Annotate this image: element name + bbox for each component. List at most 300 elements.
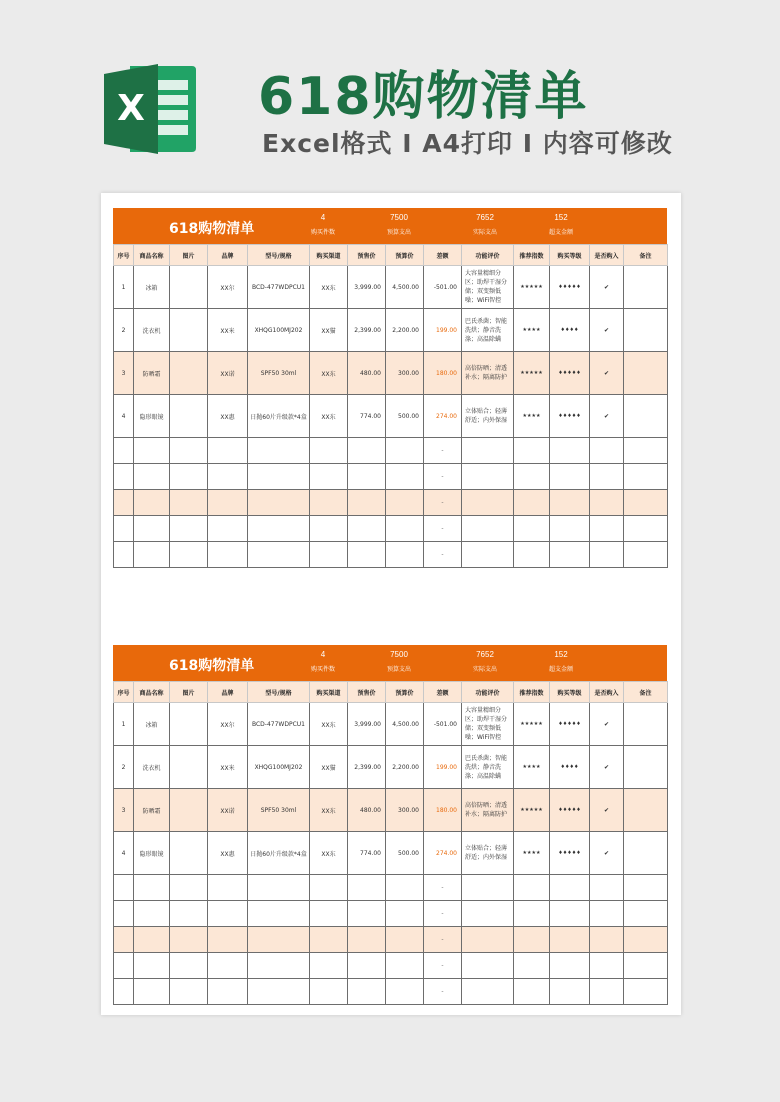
table-row[interactable] — [114, 789, 668, 832]
empty-cell[interactable] — [134, 927, 170, 953]
empty-cell[interactable] — [248, 927, 310, 953]
item-difference[interactable]: - — [424, 953, 462, 979]
empty-cell[interactable] — [462, 516, 514, 542]
item-purchase-level[interactable]: ♦♦♦♦♦ — [550, 789, 590, 832]
empty-cell[interactable] — [550, 542, 590, 568]
item-bought-check[interactable]: ✔ — [590, 789, 624, 832]
item-model[interactable]: SPF50 30ml — [248, 789, 310, 832]
empty-cell[interactable] — [550, 490, 590, 516]
item-evaluation[interactable]: 巴氏杀菌；智能洗烘；静音洗涤；高温除螨 — [462, 309, 514, 352]
empty-cell[interactable] — [114, 875, 134, 901]
item-difference[interactable]: -501.00 — [424, 703, 462, 746]
empty-cell[interactable] — [348, 542, 386, 568]
empty-cell[interactable] — [624, 438, 668, 464]
empty-cell[interactable] — [248, 516, 310, 542]
item-no[interactable]: 2 — [114, 309, 134, 352]
item-name[interactable]: 防晒霜 — [134, 352, 170, 395]
empty-cell[interactable] — [462, 490, 514, 516]
item-difference[interactable]: - — [424, 490, 462, 516]
item-name[interactable]: 洗衣机 — [134, 309, 170, 352]
item-name[interactable]: 洗衣机 — [134, 746, 170, 789]
empty-cell[interactable] — [348, 875, 386, 901]
empty-cell[interactable] — [114, 464, 134, 490]
item-image[interactable] — [170, 309, 208, 352]
empty-cell[interactable] — [514, 490, 550, 516]
column-header: 品牌 — [208, 245, 248, 266]
item-note[interactable] — [624, 746, 668, 789]
empty-cell[interactable] — [348, 901, 386, 927]
item-evaluation[interactable]: 立体贴合；轻薄舒适；内外保湿 — [462, 395, 514, 438]
table-row-empty[interactable] — [114, 464, 668, 490]
item-difference[interactable]: 199.00 — [424, 746, 462, 789]
empty-cell[interactable] — [514, 875, 550, 901]
stat-label: 实际支出 — [472, 667, 497, 673]
empty-cell[interactable] — [550, 875, 590, 901]
empty-cell[interactable] — [462, 953, 514, 979]
stat-value: 7652 — [476, 650, 494, 659]
table-row[interactable] — [114, 746, 668, 789]
item-model[interactable]: XHQG100MJ202 — [248, 746, 310, 789]
item-difference[interactable]: - — [424, 438, 462, 464]
empty-cell[interactable] — [310, 953, 348, 979]
empty-cell[interactable] — [624, 927, 668, 953]
item-note[interactable] — [624, 703, 668, 746]
item-note[interactable] — [624, 352, 668, 395]
item-model[interactable]: BCD-477WDPCU1 — [248, 703, 310, 746]
item-difference[interactable]: - — [424, 464, 462, 490]
item-purchase-level[interactable]: ♦♦♦♦ — [550, 309, 590, 352]
empty-cell[interactable] — [208, 901, 248, 927]
empty-cell[interactable] — [550, 901, 590, 927]
empty-cell[interactable] — [310, 542, 348, 568]
item-image[interactable] — [170, 395, 208, 438]
empty-cell[interactable] — [114, 516, 134, 542]
column-header: 备注 — [624, 245, 668, 266]
sheet-title: 618购物清单 — [169, 658, 255, 674]
empty-cell[interactable] — [348, 438, 386, 464]
item-image[interactable] — [170, 703, 208, 746]
empty-cell[interactable] — [208, 542, 248, 568]
empty-cell[interactable] — [114, 927, 134, 953]
item-purchase-level[interactable]: ♦♦♦♦♦ — [550, 266, 590, 309]
empty-cell[interactable] — [170, 516, 208, 542]
empty-cell[interactable] — [550, 953, 590, 979]
item-image[interactable] — [170, 266, 208, 309]
empty-cell[interactable] — [208, 516, 248, 542]
column-header: 图片 — [170, 682, 208, 703]
empty-cell[interactable] — [170, 979, 208, 1005]
summary-stat — [369, 648, 429, 676]
empty-cell[interactable] — [386, 490, 424, 516]
empty-cell[interactable] — [386, 516, 424, 542]
item-model[interactable]: 日抛60片升级款*4盒 — [248, 832, 310, 875]
empty-cell[interactable] — [134, 542, 170, 568]
empty-cell[interactable] — [550, 464, 590, 490]
empty-cell[interactable] — [134, 516, 170, 542]
item-name[interactable]: 防晒霜 — [134, 789, 170, 832]
empty-cell[interactable] — [208, 490, 248, 516]
empty-cell[interactable] — [348, 490, 386, 516]
item-channel[interactable]: XX猫 — [310, 309, 348, 352]
empty-cell[interactable] — [550, 438, 590, 464]
item-bought-check[interactable]: ✔ — [590, 309, 624, 352]
empty-cell[interactable] — [624, 953, 668, 979]
item-bought-check[interactable]: ✔ — [590, 395, 624, 438]
column-header: 商品名称 — [134, 682, 170, 703]
item-budget-price[interactable]: 2,200.00 — [386, 746, 424, 789]
item-difference[interactable]: 180.00 — [424, 789, 462, 832]
empty-cell[interactable] — [134, 953, 170, 979]
item-no[interactable]: 2 — [114, 746, 134, 789]
empty-cell[interactable] — [514, 464, 550, 490]
empty-cell[interactable] — [386, 542, 424, 568]
item-purchase-level[interactable]: ♦♦♦♦♦ — [550, 395, 590, 438]
item-channel[interactable]: XX东 — [310, 266, 348, 309]
item-image[interactable] — [170, 789, 208, 832]
item-model[interactable]: SPF50 30ml — [248, 352, 310, 395]
item-image[interactable] — [170, 352, 208, 395]
empty-cell[interactable] — [624, 490, 668, 516]
stat-label: 超支金额 — [548, 230, 573, 236]
item-difference[interactable]: -501.00 — [424, 266, 462, 309]
item-name[interactable]: 冰箱 — [134, 703, 170, 746]
empty-cell[interactable] — [248, 953, 310, 979]
item-image[interactable] — [170, 832, 208, 875]
item-difference[interactable]: - — [424, 516, 462, 542]
stat-label: 购买件数 — [310, 230, 335, 236]
table-row-empty[interactable] — [114, 490, 668, 516]
empty-cell[interactable] — [590, 490, 624, 516]
item-note[interactable] — [624, 789, 668, 832]
table-row-empty[interactable] — [114, 953, 668, 979]
empty-cell[interactable] — [248, 464, 310, 490]
empty-cell[interactable] — [170, 490, 208, 516]
item-presale-price[interactable]: 3,999.00 — [348, 703, 386, 746]
item-no[interactable]: 1 — [114, 703, 134, 746]
empty-cell[interactable] — [590, 979, 624, 1005]
table-row-empty[interactable] — [114, 979, 668, 1005]
item-presale-price[interactable]: 480.00 — [348, 789, 386, 832]
empty-cell[interactable] — [170, 953, 208, 979]
item-bought-check[interactable]: ✔ — [590, 703, 624, 746]
empty-cell[interactable] — [386, 953, 424, 979]
empty-cell[interactable] — [310, 516, 348, 542]
empty-cell[interactable] — [550, 927, 590, 953]
table-row-empty[interactable] — [114, 516, 668, 542]
empty-cell[interactable] — [386, 438, 424, 464]
item-budget-price[interactable]: 4,500.00 — [386, 703, 424, 746]
empty-cell[interactable] — [550, 979, 590, 1005]
empty-cell[interactable] — [514, 901, 550, 927]
item-budget-price[interactable]: 4,500.00 — [386, 266, 424, 309]
item-evaluation[interactable]: 高倍防晒；清透补水；隔离防护 — [462, 789, 514, 832]
empty-cell[interactable] — [386, 875, 424, 901]
table-row-empty[interactable] — [114, 438, 668, 464]
empty-cell[interactable] — [514, 516, 550, 542]
item-budget-price[interactable]: 500.00 — [386, 832, 424, 875]
column-header: 图片 — [170, 245, 208, 266]
empty-cell[interactable] — [134, 875, 170, 901]
table-row[interactable] — [114, 395, 668, 438]
item-recommend-rating[interactable]: ★★★★★ — [514, 266, 550, 309]
summary-stat — [293, 211, 353, 239]
empty-cell[interactable] — [310, 875, 348, 901]
item-note[interactable] — [624, 309, 668, 352]
item-evaluation[interactable]: 立体贴合；轻薄舒适；内外保湿 — [462, 832, 514, 875]
table-row[interactable] — [114, 309, 668, 352]
empty-cell[interactable] — [248, 542, 310, 568]
item-budget-price[interactable]: 500.00 — [386, 395, 424, 438]
empty-cell[interactable] — [624, 516, 668, 542]
item-channel[interactable]: XX东 — [310, 395, 348, 438]
stat-value: 152 — [554, 213, 568, 222]
item-purchase-level[interactable]: ♦♦♦♦♦ — [550, 703, 590, 746]
empty-cell[interactable] — [590, 927, 624, 953]
sheet-header — [113, 208, 667, 244]
stat-value: 7652 — [476, 213, 494, 222]
item-difference[interactable]: - — [424, 901, 462, 927]
empty-cell[interactable] — [208, 438, 248, 464]
empty-cell[interactable] — [248, 901, 310, 927]
summary-stat — [455, 211, 515, 239]
empty-cell[interactable] — [624, 979, 668, 1005]
table-row[interactable] — [114, 703, 668, 746]
empty-cell[interactable] — [462, 901, 514, 927]
empty-cell[interactable] — [170, 438, 208, 464]
empty-cell[interactable] — [462, 979, 514, 1005]
item-note[interactable] — [624, 266, 668, 309]
table-row[interactable] — [114, 266, 668, 309]
table-row[interactable] — [114, 832, 668, 875]
item-channel[interactable]: XX东 — [310, 832, 348, 875]
table-row-empty[interactable] — [114, 542, 668, 568]
table-row-empty[interactable] — [114, 901, 668, 927]
empty-cell[interactable] — [386, 464, 424, 490]
item-purchase-level[interactable]: ♦♦♦♦♦ — [550, 832, 590, 875]
item-note[interactable] — [624, 395, 668, 438]
empty-cell[interactable] — [624, 901, 668, 927]
empty-cell[interactable] — [114, 979, 134, 1005]
empty-cell[interactable] — [310, 927, 348, 953]
column-header: 预售价 — [348, 682, 386, 703]
column-header: 功能评价 — [462, 245, 514, 266]
empty-cell[interactable] — [248, 490, 310, 516]
empty-cell[interactable] — [348, 979, 386, 1005]
item-recommend-rating[interactable]: ★★★★ — [514, 832, 550, 875]
empty-cell[interactable] — [462, 542, 514, 568]
item-presale-price[interactable]: 3,999.00 — [348, 266, 386, 309]
empty-cell[interactable] — [170, 901, 208, 927]
item-channel[interactable]: XX东 — [310, 703, 348, 746]
empty-cell[interactable] — [134, 490, 170, 516]
item-note[interactable] — [624, 832, 668, 875]
item-bought-check[interactable]: ✔ — [590, 832, 624, 875]
item-presale-price[interactable]: 2,399.00 — [348, 309, 386, 352]
column-header: 功能评价 — [462, 682, 514, 703]
empty-cell[interactable] — [624, 542, 668, 568]
item-recommend-rating[interactable]: ★★★★ — [514, 395, 550, 438]
empty-cell[interactable] — [114, 542, 134, 568]
empty-cell[interactable] — [590, 516, 624, 542]
banner — [0, 0, 780, 190]
shopping-list-sheet — [113, 208, 667, 568]
empty-cell[interactable] — [170, 927, 208, 953]
item-budget-price[interactable]: 2,200.00 — [386, 309, 424, 352]
item-evaluation[interactable]: 大容量精细分区；助焊干湿分储；双变频低噪；WiFi智控 — [462, 703, 514, 746]
item-brand[interactable]: XX惠 — [208, 395, 248, 438]
item-no[interactable]: 4 — [114, 832, 134, 875]
empty-cell[interactable] — [310, 464, 348, 490]
empty-cell[interactable] — [248, 438, 310, 464]
item-name[interactable]: 冰箱 — [134, 266, 170, 309]
item-purchase-level[interactable]: ♦♦♦♦ — [550, 746, 590, 789]
item-name[interactable]: 隐形眼镜 — [134, 832, 170, 875]
item-brand[interactable]: XX惠 — [208, 832, 248, 875]
empty-cell[interactable] — [134, 438, 170, 464]
item-no[interactable]: 3 — [114, 352, 134, 395]
item-recommend-rating[interactable]: ★★★★★ — [514, 352, 550, 395]
item-model[interactable]: BCD-477WDPCU1 — [248, 266, 310, 309]
empty-cell[interactable] — [348, 953, 386, 979]
item-bought-check[interactable]: ✔ — [590, 746, 624, 789]
empty-cell[interactable] — [114, 901, 134, 927]
item-difference[interactable]: 274.00 — [424, 832, 462, 875]
empty-cell[interactable] — [462, 927, 514, 953]
empty-cell[interactable] — [348, 464, 386, 490]
empty-cell[interactable] — [114, 953, 134, 979]
item-evaluation[interactable]: 高倍防晒；清透补水；隔离防护 — [462, 352, 514, 395]
item-difference[interactable]: 199.00 — [424, 309, 462, 352]
item-evaluation[interactable]: 巴氏杀菌；智能洗烘；静音洗涤；高温除螨 — [462, 746, 514, 789]
empty-cell[interactable] — [590, 901, 624, 927]
empty-cell[interactable] — [170, 542, 208, 568]
empty-cell[interactable] — [624, 875, 668, 901]
item-model[interactable]: 日抛60片升级款*4盒 — [248, 395, 310, 438]
item-brand[interactable]: XX诺 — [208, 789, 248, 832]
item-difference[interactable]: - — [424, 542, 462, 568]
empty-cell[interactable] — [310, 901, 348, 927]
item-channel[interactable]: XX东 — [310, 789, 348, 832]
stat-value: 152 — [554, 650, 568, 659]
empty-cell[interactable] — [248, 979, 310, 1005]
empty-cell[interactable] — [114, 490, 134, 516]
empty-cell[interactable] — [514, 979, 550, 1005]
empty-cell[interactable] — [310, 438, 348, 464]
item-difference[interactable]: - — [424, 875, 462, 901]
empty-cell[interactable] — [248, 875, 310, 901]
item-presale-price[interactable]: 480.00 — [348, 352, 386, 395]
item-image[interactable] — [170, 746, 208, 789]
item-difference[interactable]: 274.00 — [424, 395, 462, 438]
item-model[interactable]: XHQG100MJ202 — [248, 309, 310, 352]
empty-cell[interactable] — [170, 875, 208, 901]
empty-cell[interactable] — [624, 464, 668, 490]
table-row[interactable] — [114, 352, 668, 395]
empty-cell[interactable] — [208, 464, 248, 490]
empty-cell[interactable] — [462, 875, 514, 901]
item-bought-check[interactable]: ✔ — [590, 266, 624, 309]
empty-cell[interactable] — [208, 927, 248, 953]
column-header: 品牌 — [208, 682, 248, 703]
stat-label: 预算支出 — [386, 230, 411, 236]
empty-cell[interactable] — [310, 490, 348, 516]
empty-cell[interactable] — [590, 875, 624, 901]
empty-cell[interactable] — [462, 464, 514, 490]
empty-cell[interactable] — [134, 979, 170, 1005]
item-difference[interactable]: - — [424, 979, 462, 1005]
item-recommend-rating[interactable]: ★★★★ — [514, 746, 550, 789]
column-header: 是否购入 — [590, 682, 624, 703]
item-recommend-rating[interactable]: ★★★★★ — [514, 789, 550, 832]
empty-cell[interactable] — [134, 901, 170, 927]
empty-cell[interactable] — [348, 516, 386, 542]
empty-cell[interactable] — [208, 979, 248, 1005]
shopping-table — [113, 244, 668, 568]
item-purchase-level[interactable]: ♦♦♦♦♦ — [550, 352, 590, 395]
item-difference[interactable]: - — [424, 927, 462, 953]
empty-cell[interactable] — [514, 438, 550, 464]
item-presale-price[interactable]: 774.00 — [348, 832, 386, 875]
empty-cell[interactable] — [514, 953, 550, 979]
item-recommend-rating[interactable]: ★★★★★ — [514, 703, 550, 746]
empty-cell[interactable] — [208, 875, 248, 901]
column-header: 推荐指数 — [514, 245, 550, 266]
empty-cell[interactable] — [386, 979, 424, 1005]
item-difference[interactable]: 180.00 — [424, 352, 462, 395]
empty-cell[interactable] — [134, 464, 170, 490]
empty-cell[interactable] — [386, 901, 424, 927]
item-budget-price[interactable]: 300.00 — [386, 789, 424, 832]
item-evaluation[interactable]: 大容量精细分区；助焊干湿分储；双变频低噪；WiFi智控 — [462, 266, 514, 309]
empty-cell[interactable] — [170, 464, 208, 490]
empty-cell[interactable] — [590, 438, 624, 464]
item-channel[interactable]: XX猫 — [310, 746, 348, 789]
empty-cell[interactable] — [590, 542, 624, 568]
item-name[interactable]: 隐形眼镜 — [134, 395, 170, 438]
item-budget-price[interactable]: 300.00 — [386, 352, 424, 395]
item-brand[interactable]: XX诺 — [208, 352, 248, 395]
item-bought-check[interactable]: ✔ — [590, 352, 624, 395]
empty-cell[interactable] — [590, 464, 624, 490]
item-brand[interactable]: XX米 — [208, 309, 248, 352]
item-presale-price[interactable]: 2,399.00 — [348, 746, 386, 789]
empty-cell[interactable] — [310, 979, 348, 1005]
empty-cell[interactable] — [348, 927, 386, 953]
empty-cell[interactable] — [208, 953, 248, 979]
item-no[interactable]: 4 — [114, 395, 134, 438]
empty-cell[interactable] — [114, 438, 134, 464]
shopping-list-sheet — [113, 645, 667, 1005]
item-recommend-rating[interactable]: ★★★★ — [514, 309, 550, 352]
table-header-row — [114, 245, 668, 266]
summary-stat — [455, 648, 515, 676]
item-brand[interactable]: XX尔 — [208, 703, 248, 746]
empty-cell[interactable] — [386, 927, 424, 953]
empty-cell[interactable] — [514, 927, 550, 953]
empty-cell[interactable] — [590, 953, 624, 979]
empty-cell[interactable] — [462, 438, 514, 464]
item-no[interactable]: 3 — [114, 789, 134, 832]
table-row-empty[interactable] — [114, 875, 668, 901]
item-no[interactable]: 1 — [114, 266, 134, 309]
empty-cell[interactable] — [550, 516, 590, 542]
item-channel[interactable]: XX东 — [310, 352, 348, 395]
item-brand[interactable]: XX尔 — [208, 266, 248, 309]
empty-cell[interactable] — [514, 542, 550, 568]
item-presale-price[interactable]: 774.00 — [348, 395, 386, 438]
table-row-empty[interactable] — [114, 927, 668, 953]
item-brand[interactable]: XX米 — [208, 746, 248, 789]
